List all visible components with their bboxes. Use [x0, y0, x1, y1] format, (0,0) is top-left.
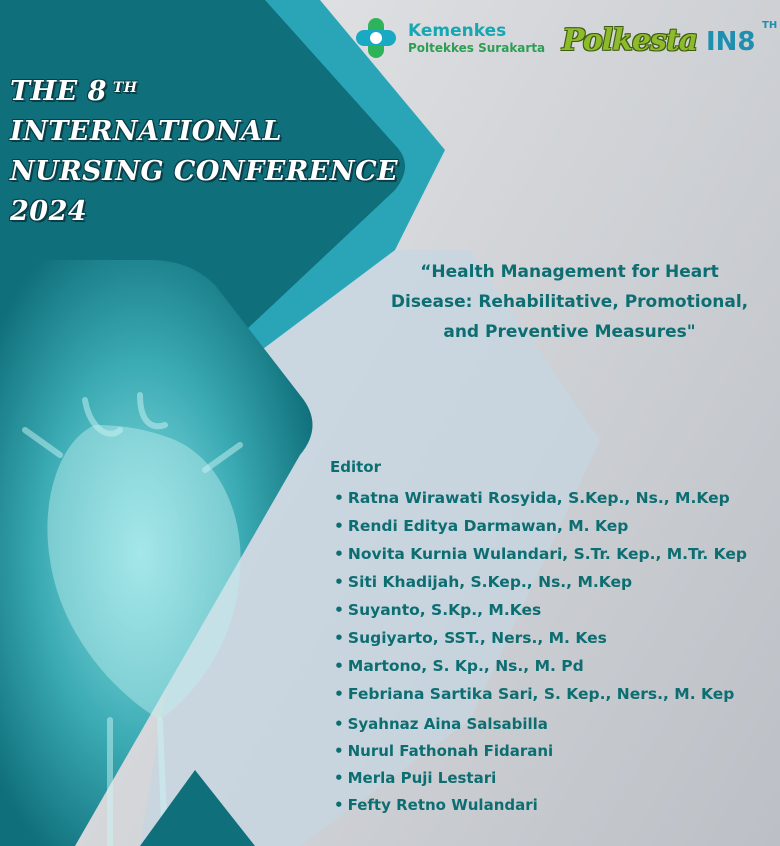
editor-name: • Ratna Wirawati Rosyida, S.Kep., Ns., M.Kep	[334, 484, 747, 512]
kemenkes-name: Kemenkes	[408, 21, 507, 41]
title-line-3: NURSING CONFERENCE	[10, 156, 399, 187]
conference-title	[10, 72, 398, 232]
in8-logo	[706, 14, 778, 64]
theme-line-2: Disease: Rehabilitative, Promotional,	[390, 292, 749, 312]
editor-name: • Siti Khadijah, S.Kep., Ns., M.Kep	[334, 568, 747, 596]
polkesta-logo: Polkesta	[562, 23, 698, 58]
in8-logo-superscript: TH	[762, 20, 778, 31]
theme-line-3: and Preventive Measures"	[443, 322, 696, 342]
editor-name: • Martono, S. Kp., Ns., M. Pd	[334, 652, 747, 680]
title-superscript: TH	[112, 80, 138, 96]
kemenkes-cross-icon	[352, 14, 400, 62]
kemenkes-subtitle: Poltekkes Surakarta	[408, 41, 546, 55]
editor-name: • Fefty Retno Wulandari	[334, 792, 747, 819]
editor-name: • Novita Kurnia Wulandari, S.Tr. Kep., M.Tr. Kep	[334, 540, 747, 568]
editor-name: • Nurul Fathonah Fidarani	[334, 738, 747, 765]
editor-list	[334, 484, 747, 819]
editor-name: • Rendi Editya Darmawan, M. Kep	[334, 512, 747, 540]
editor-name: • Syahnaz Aina Salsabilla	[334, 711, 747, 738]
kemenkes-logo	[352, 14, 552, 64]
editor-name: • Febriana Sartika Sari, S. Kep., Ners., M. Kep	[334, 680, 747, 708]
title-line-1: THE 8	[10, 76, 107, 107]
conference-theme	[372, 257, 767, 347]
editor-name: • Merla Puji Lestari	[334, 765, 747, 792]
title-line-2: INTERNATIONAL	[10, 116, 282, 147]
in8-logo-text: IN8	[706, 27, 756, 57]
title-line-4: 2024	[10, 196, 88, 227]
theme-line-1: “Health Management for Heart	[420, 262, 719, 282]
editor-heading: Editor	[330, 458, 381, 476]
editor-name: • Suyanto, S.Kp., M.Kes	[334, 596, 747, 624]
editor-name: • Sugiyarto, SST., Ners., M. Kes	[334, 624, 747, 652]
